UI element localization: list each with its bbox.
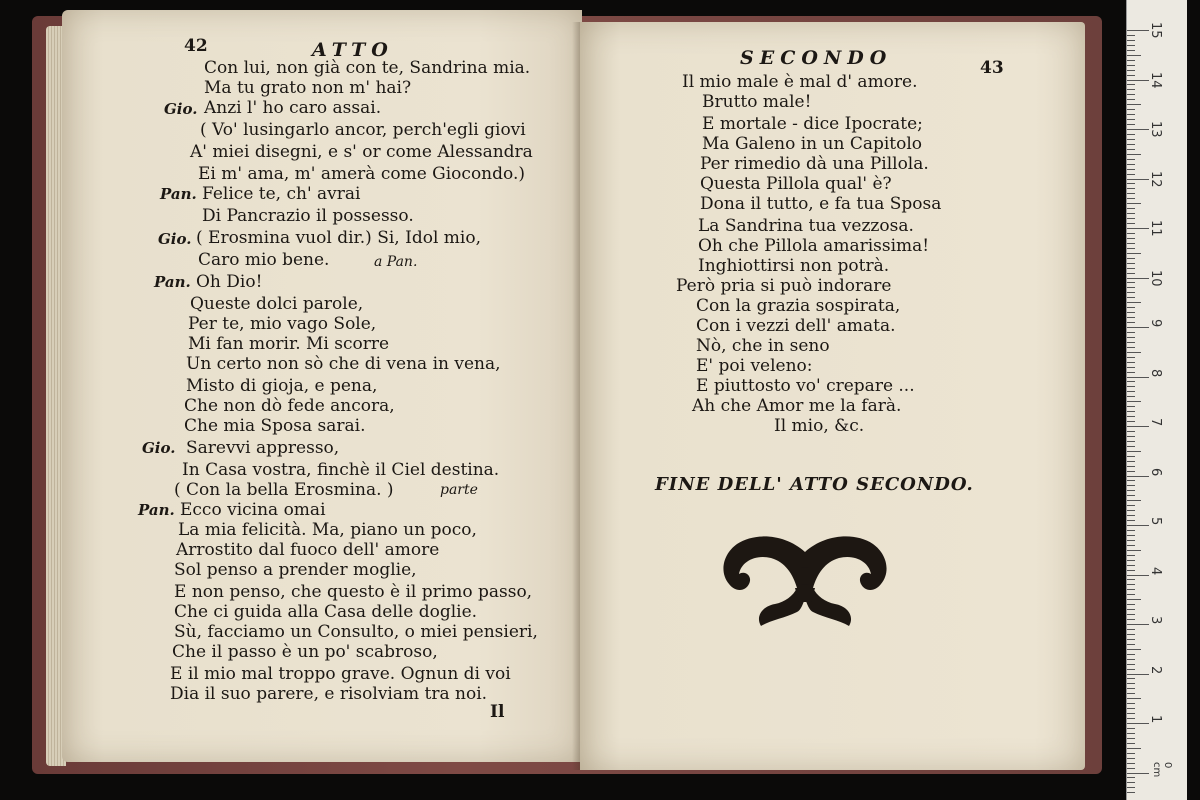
ruler-tick (1127, 629, 1135, 630)
ruler-tick (1127, 688, 1135, 689)
text-line: Con i vezzi dell' amata. (696, 316, 896, 336)
text-line: Dona il tutto, e fa tua Sposa (700, 194, 942, 214)
ruler-tick (1127, 461, 1135, 462)
text-line: ( Con la bella Erosmina. ) (174, 480, 394, 500)
ruler-tick (1127, 787, 1135, 788)
ruler-tick (1127, 297, 1135, 298)
ruler-tick (1127, 589, 1135, 590)
ruler-tick (1127, 169, 1135, 170)
ruler-tick (1127, 525, 1149, 526)
ruler-tick (1127, 84, 1135, 85)
ruler-tick (1127, 669, 1135, 670)
text-line: Che mia Sposa sarai. (184, 416, 366, 436)
ruler-tick (1127, 406, 1135, 407)
text-line: Ecco vicina omai (180, 500, 326, 520)
text-line: Sol penso a prender moglie, (174, 560, 417, 580)
text-line: Un certo non sò che di vena in vena, (186, 354, 501, 374)
ruler-tick (1127, 174, 1135, 175)
text-line: Questa Pillola qual' è? (700, 174, 892, 194)
ruler-tick (1127, 65, 1135, 66)
text-line: E piuttosto vo' crepare ... (696, 376, 915, 396)
ruler-tick (1127, 476, 1149, 477)
ruler-tick (1127, 114, 1135, 115)
ruler-tick (1127, 228, 1149, 229)
ruler-tick (1127, 233, 1135, 234)
ruler-tick (1127, 505, 1135, 506)
ruler-tick (1127, 703, 1135, 704)
ruler-tick (1127, 164, 1135, 165)
stage-direction: parte (440, 482, 478, 498)
text-line: E il mio mal troppo grave. Ognun di voi (170, 664, 511, 684)
ruler-tick (1127, 708, 1135, 709)
ruler-tick (1127, 337, 1135, 338)
text-line: La mia felicità. Ma, piano un poco, (178, 520, 477, 540)
ruler-tick (1127, 94, 1135, 95)
text-line: Arrostito dal fuoco dell' amore (176, 540, 440, 560)
ruler-number: 12 (1148, 170, 1163, 188)
text-line: Dia il suo parere, e risolviam tra noi. (170, 684, 488, 704)
ruler-tick (1127, 253, 1141, 254)
ruler-tick (1127, 584, 1135, 585)
ruler-number: 2 (1148, 665, 1163, 674)
ruler-tick (1127, 317, 1135, 318)
ruler-tick (1127, 431, 1135, 432)
ruler-tick (1127, 693, 1135, 694)
ruler-tick (1127, 555, 1135, 556)
catchword: Il (490, 702, 505, 722)
ruler-tick (1127, 614, 1135, 615)
ruler-tick (1127, 139, 1135, 140)
text-line: Caro mio bene. (198, 250, 330, 270)
ruler-number: 15 (1148, 22, 1163, 39)
ruler-tick (1127, 485, 1135, 486)
ruler-tick (1127, 436, 1135, 437)
ruler-tick (1127, 109, 1135, 110)
ruler-tick (1127, 644, 1135, 645)
ruler-tick (1127, 332, 1135, 333)
text-line: Che non dò fede ancora, (184, 396, 395, 416)
ruler-tick (1127, 634, 1135, 635)
running-header-right: SECONDO (740, 47, 893, 69)
ruler-tick (1127, 327, 1149, 328)
ruler-tick (1127, 733, 1135, 734)
ruler-tick (1127, 372, 1135, 373)
ruler-tick (1127, 411, 1135, 412)
ruler-tick (1127, 768, 1135, 769)
ruler-tick (1127, 70, 1135, 71)
text-line: A' miei disegni, e s' or come Alessandra (190, 142, 533, 162)
text-line: ( Erosmina vuol dir.) Si, Idol mio, (196, 228, 481, 248)
ruler-tick (1127, 377, 1149, 378)
ruler-number: 3 (1148, 616, 1163, 625)
text-line: La Sandrina tua vezzosa. (698, 216, 914, 236)
text-line: Ma Galeno in un Capitolo (702, 134, 923, 154)
text-line: Che ci guida alla Casa delle doglie. (174, 602, 478, 622)
text-line: Queste dolci parole, (190, 294, 364, 314)
stage-direction: a Pan. (374, 254, 418, 270)
ruler-tick (1127, 441, 1135, 442)
ruler-tick (1127, 149, 1135, 150)
ruler-tick (1127, 154, 1141, 155)
ruler-tick (1127, 575, 1149, 576)
ruler-tick (1127, 560, 1135, 561)
text-line: Con la grazia sospirata, (696, 296, 901, 316)
ruler-tick (1127, 792, 1135, 793)
ruler-tick (1127, 223, 1135, 224)
ruler-tick (1127, 381, 1135, 382)
ruler-tick (1127, 347, 1135, 348)
text-line: Sarevvi appresso, (186, 438, 340, 458)
ruler-tick (1127, 401, 1141, 402)
ruler-tick (1127, 248, 1135, 249)
ruler-number: 13 (1148, 121, 1163, 138)
text-line: E mortale - dice Ipocrate; (702, 114, 923, 134)
text-line: Ah che Amor me la farà. (692, 396, 902, 416)
text-line: ( Vo' lusingarlo ancor, perch'egli giovi (200, 120, 526, 140)
ruler-tick (1127, 282, 1135, 283)
text-line: Oh Dio! (196, 272, 263, 292)
end-of-act-heading: FINE DELL' ATTO SECONDO. (655, 474, 974, 495)
ruler-tick (1127, 80, 1149, 81)
ruler-unit-label: 0 cm (1151, 762, 1173, 778)
ruler-tick (1127, 243, 1135, 244)
ruler-tick (1127, 124, 1135, 125)
ruler-tick (1127, 446, 1135, 447)
ruler-tick (1127, 594, 1135, 595)
ruler-tick (1127, 357, 1135, 358)
ruler-tick (1127, 391, 1135, 392)
ruler-tick (1127, 45, 1135, 46)
ruler-tick (1127, 362, 1135, 363)
ruler-number: 1 (1148, 715, 1163, 724)
ruler-tick (1127, 599, 1141, 600)
ruler-tick (1127, 35, 1135, 36)
right-page (580, 22, 1085, 770)
text-line: E non penso, che questo è il primo passo, (174, 582, 533, 602)
ruler-tick (1127, 782, 1135, 783)
printer-ornament (715, 532, 895, 630)
ruler-tick (1127, 55, 1141, 56)
ruler-tick (1127, 50, 1135, 51)
ruler-tick (1127, 213, 1135, 214)
ruler-tick (1127, 322, 1135, 323)
text-line: Mi fan morir. Mi scorre (188, 334, 390, 354)
ruler-tick (1127, 520, 1135, 521)
ruler-tick (1127, 99, 1135, 100)
speaker-label: Pan. (160, 185, 197, 203)
ruler-tick (1127, 386, 1135, 387)
text-line: Felice te, ch' avrai (202, 184, 361, 204)
left-page (62, 10, 582, 762)
ruler-number: 4 (1148, 566, 1163, 575)
ruler-tick (1127, 89, 1135, 90)
ruler-tick (1127, 278, 1149, 279)
text-line: Anzi l' ho caro assai. (204, 98, 382, 118)
ruler-tick (1127, 510, 1135, 511)
ruler-tick (1127, 421, 1135, 422)
ruler-tick (1127, 119, 1135, 120)
text-line: Con lui, non già con te, Sandrina mia. (204, 58, 531, 78)
ruler-tick (1127, 490, 1135, 491)
ruler-tick (1127, 565, 1135, 566)
ruler-tick (1127, 718, 1135, 719)
ruler-tick (1127, 683, 1135, 684)
text-line: Oh che Pillola amarissima! (698, 236, 930, 256)
ruler-tick (1127, 743, 1135, 744)
speaker-label: Pan. (154, 273, 191, 291)
ruler-tick (1127, 218, 1135, 219)
ruler-tick (1127, 664, 1135, 665)
ruler-tick (1127, 292, 1135, 293)
ruler-tick (1127, 659, 1135, 660)
text-line: Il mio male è mal d' amore. (682, 72, 918, 92)
ruler-tick (1127, 198, 1135, 199)
speaker-label: Pan. (138, 501, 175, 519)
ruler-tick (1127, 60, 1135, 61)
ruler-tick (1127, 426, 1149, 427)
ruler-tick (1127, 258, 1135, 259)
ruler-tick (1127, 728, 1135, 729)
ruler-tick (1127, 713, 1135, 714)
ruler-tick (1127, 579, 1135, 580)
ruler-tick (1127, 193, 1135, 194)
ruler-tick (1127, 748, 1141, 749)
text-line: Il mio, &c. (774, 416, 865, 436)
speaker-label: Gio. (158, 230, 192, 248)
ruler-tick (1127, 179, 1149, 180)
ruler-number: 5 (1148, 517, 1163, 526)
ruler-tick (1127, 471, 1135, 472)
ruler-tick (1127, 698, 1141, 699)
text-line: E' poi veleno: (696, 356, 813, 376)
ruler-tick (1127, 639, 1135, 640)
ruler-tick (1127, 738, 1135, 739)
ruler-tick (1127, 396, 1135, 397)
ruler-tick (1127, 763, 1135, 764)
text-line: Ei m' ama, m' amerà come Giocondo.) (198, 164, 525, 184)
ruler-tick (1127, 495, 1135, 496)
ruler-tick (1127, 456, 1135, 457)
ruler-tick (1127, 352, 1141, 353)
ruler-tick (1127, 550, 1141, 551)
ruler-tick (1127, 30, 1149, 31)
ruler-tick (1127, 203, 1141, 204)
ruler-tick (1127, 129, 1149, 130)
ruler-tick (1127, 466, 1135, 467)
measurement-ruler (1126, 0, 1187, 800)
ruler-number: 8 (1148, 368, 1163, 377)
ruler-tick (1127, 535, 1135, 536)
ruler-tick (1127, 530, 1135, 531)
ruler-tick (1127, 758, 1135, 759)
text-line: Ma tu grato non m' hai? (204, 78, 412, 98)
ruler-tick (1127, 416, 1135, 417)
ruler-tick (1127, 619, 1135, 620)
ruler-tick (1127, 134, 1135, 135)
text-line: Inghiottirsi non potrà. (698, 256, 890, 276)
ruler-tick (1127, 302, 1141, 303)
ruler-tick (1127, 545, 1135, 546)
ruler-tick (1127, 238, 1135, 239)
ruler-number: 11 (1148, 220, 1163, 237)
ruler-tick (1127, 500, 1141, 501)
ruler-tick (1127, 342, 1135, 343)
ruler-tick (1127, 723, 1149, 724)
ruler-tick (1127, 312, 1135, 313)
text-line: Di Pancrazio il possesso. (202, 206, 414, 226)
text-line: Nò, che in seno (696, 336, 830, 356)
ruler-tick (1127, 674, 1149, 675)
ruler-tick (1127, 144, 1135, 145)
ruler-tick (1127, 183, 1135, 184)
speaker-label: Gio. (142, 439, 176, 457)
ruler-tick (1127, 268, 1135, 269)
text-line: Per te, mio vago Sole, (188, 314, 377, 334)
ruler-tick (1127, 40, 1135, 41)
ruler-tick (1127, 777, 1135, 778)
text-line: Misto di gioja, e pena, (186, 376, 378, 396)
ruler-number: 14 (1148, 71, 1163, 89)
text-line: Sù, facciamo un Consulto, o miei pensieri, (174, 622, 538, 642)
ruler-tick (1127, 678, 1135, 679)
ruler-tick (1127, 773, 1149, 774)
ruler-tick (1127, 367, 1135, 368)
text-line: Per rimedio dà una Pillola. (700, 154, 929, 174)
ruler-number: 9 (1148, 319, 1163, 328)
ruler-tick (1127, 75, 1135, 76)
ruler-number: 6 (1148, 467, 1163, 476)
ruler-number: 10 (1148, 269, 1163, 287)
ruler-tick (1127, 649, 1141, 650)
ruler-tick (1127, 654, 1135, 655)
ruler-tick (1127, 287, 1135, 288)
text-line: Che il passo è un po' scabroso, (172, 642, 438, 662)
ruler-tick (1127, 263, 1135, 264)
ruler-tick (1127, 104, 1141, 105)
ruler-number: 7 (1148, 418, 1163, 427)
ruler-tick (1127, 624, 1149, 625)
ruler-tick (1127, 451, 1141, 452)
ruler-tick (1127, 208, 1135, 209)
text-line: Però pria si può indorare (676, 276, 892, 296)
page-number-left: 42 (184, 36, 208, 56)
page-number-right: 43 (980, 58, 1004, 78)
ruler-tick (1127, 307, 1135, 308)
ruler-tick (1127, 515, 1135, 516)
speaker-label: Gio. (164, 100, 198, 118)
text-line: Brutto male! (702, 92, 812, 112)
text-line: In Casa vostra, finchè il Ciel destina. (182, 460, 500, 480)
ruler-tick (1127, 159, 1135, 160)
ruler-tick (1127, 273, 1135, 274)
ruler-tick (1127, 753, 1135, 754)
ruler-tick (1127, 604, 1135, 605)
ruler-tick (1127, 540, 1135, 541)
ruler-tick (1127, 609, 1135, 610)
ruler-tick (1127, 570, 1135, 571)
ruler-tick (1127, 188, 1135, 189)
ruler-tick (1127, 480, 1135, 481)
running-header-left: ATTO (312, 39, 394, 61)
